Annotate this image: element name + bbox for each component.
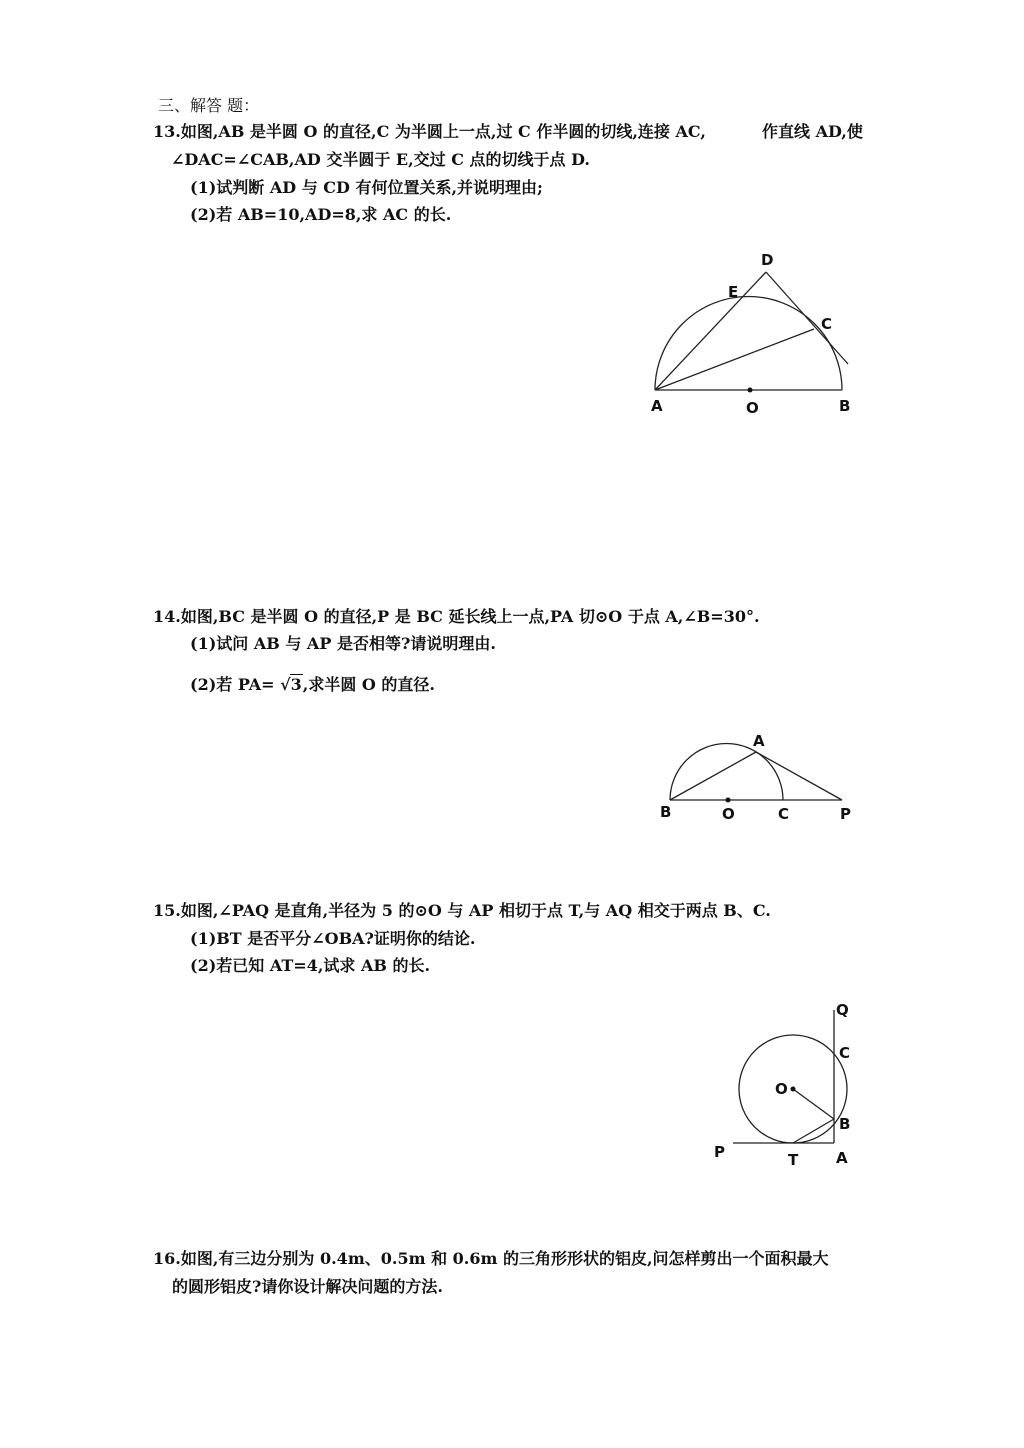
q14-part2 (190, 675, 435, 695)
q13-line1: 13.如图,AB 是半圆 O 的直径,C 为半圆上一点,过 C 作半圆的切线,连接 AC, (153, 122, 706, 141)
q14-semicircle (670, 744, 783, 800)
q13-label-b: B (839, 397, 851, 415)
q13-label-a: A (651, 397, 663, 415)
q14-part2-prefix: (2)若 PA= (190, 675, 275, 694)
q14-label-a: A (753, 732, 765, 750)
q15-label-t: T (788, 1151, 799, 1169)
q13-part1: (1)试判断 AD 与 CD 有何位置关系,并说明理由; (190, 178, 543, 197)
q13-line-ad (655, 272, 766, 390)
q13-label-o: O (746, 399, 759, 417)
q15-label-c: C (839, 1044, 851, 1062)
q13-label-c: C (821, 315, 833, 333)
q15-part2: (2)若已知 AT=4,试求 AB 的长. (190, 956, 431, 975)
q13-part2: (2)若 AB=10,AD=8,求 AC 的长. (190, 205, 452, 224)
q16-line1: 16.如图,有三边分别为 0.4m、0.5m 和 0.6m 的三角形形状的铝皮,问怎样剪出一个面积最大 (153, 1249, 829, 1268)
q14-part1: (1)试问 AB 与 AP 是否相等?请说明理由. (190, 634, 496, 653)
q13-label-e: E (728, 283, 739, 301)
section-title: 三、解答 题： (158, 96, 260, 115)
q14-line-ap (756, 752, 842, 800)
q14-part2-radicand: 3 (290, 675, 302, 694)
q14-center-dot (726, 798, 731, 803)
q14-figure (650, 725, 870, 825)
q13-figure (630, 240, 870, 430)
q14-line1: 14.如图,BC 是半圆 O 的直径,P 是 BC 延长线上一点,PA 切⊙O 于点 A,∠B=30°. (153, 607, 760, 626)
q13-line1-continued: 作直线 AD,使 (762, 122, 863, 141)
q13-tangent-dc (766, 272, 848, 364)
q13-label-d: D (761, 251, 774, 269)
q14-label-c: C (778, 805, 790, 823)
q15-label-o: O (775, 1080, 788, 1098)
q15-label-a: A (836, 1149, 848, 1167)
q16-line2: 的圆形铝皮?请你设计解决问题的方法. (172, 1277, 443, 1296)
q15-figure (700, 995, 870, 1175)
q13-line2: ∠DAC=∠CAB,AD 交半圆于 E,交过 C 点的切线于点 D. (171, 150, 591, 169)
q15-center-dot (791, 1087, 796, 1092)
q14-line-ba (670, 752, 756, 800)
q15-line-ob (793, 1089, 834, 1119)
q15-label-p: P (714, 1143, 725, 1161)
q15-line1: 15.如图,∠PAQ 是直角,半径为 5 的⊙O 与 AP 相切于点 T,与 AQ 相交于两点 B、C. (153, 901, 771, 920)
q15-label-b: B (839, 1115, 851, 1133)
q13-semicircle (655, 297, 842, 391)
q13-line-ac (655, 329, 814, 390)
q14-label-o: O (722, 805, 735, 823)
q14-label-b: B (660, 803, 672, 821)
q13-center-dot (748, 388, 753, 393)
q14-label-p: P (840, 805, 851, 823)
q14-part2-suffix: ,求半圆 O 的直径. (302, 675, 436, 694)
q15-label-q: Q (836, 1001, 849, 1019)
sqrt-symbol: √3 (280, 675, 302, 694)
q15-part1: (1)BT 是否平分∠OBA?证明你的结论. (190, 929, 476, 948)
